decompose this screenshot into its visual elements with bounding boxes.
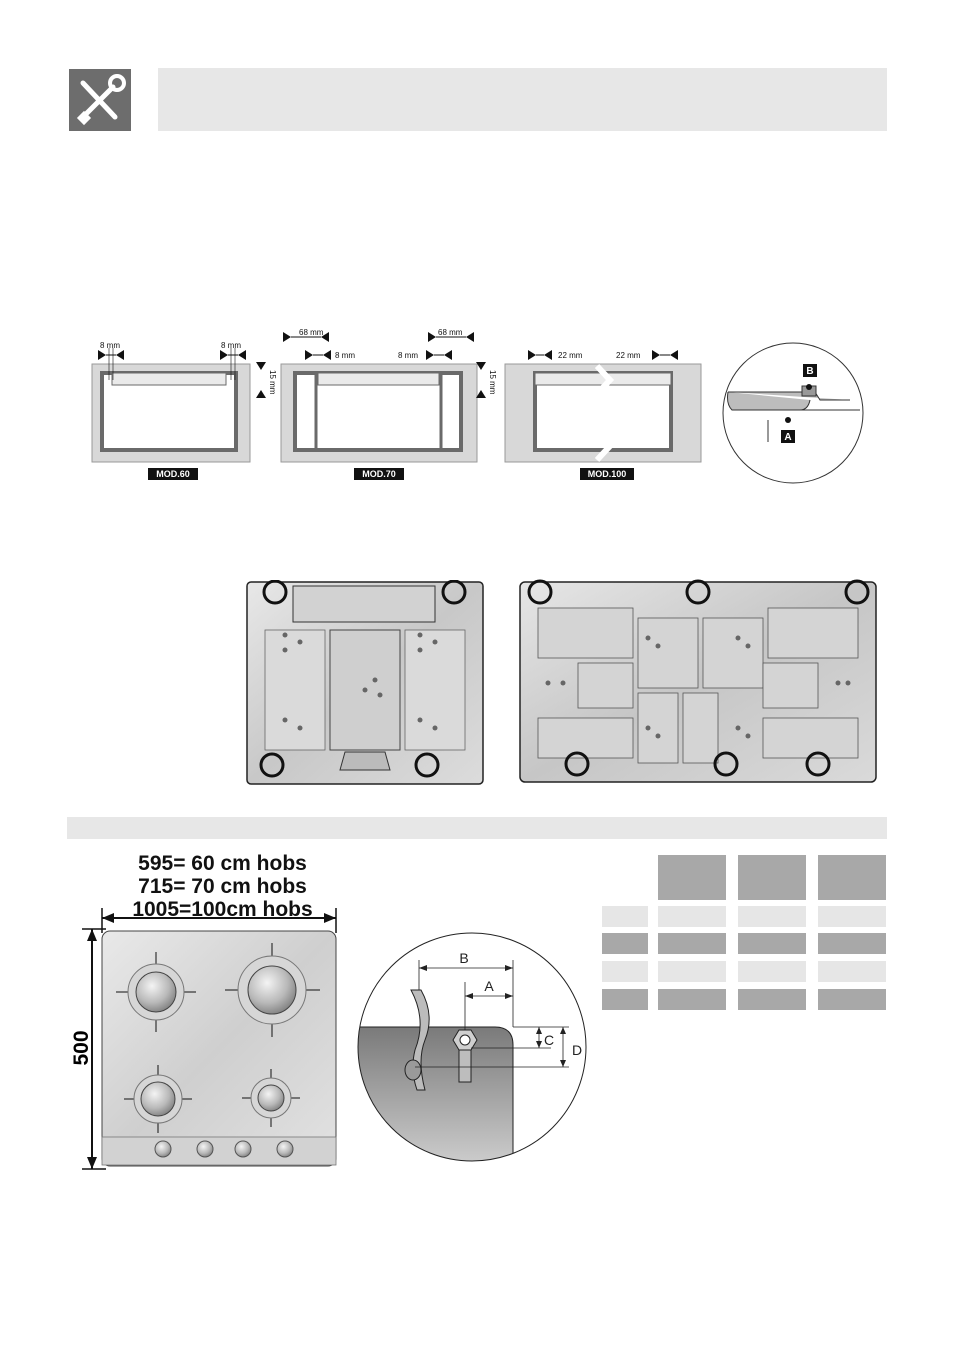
clamp-label-b: B — [806, 366, 814, 377]
hob-underside-100 — [518, 578, 880, 786]
table-header-cell — [818, 855, 886, 900]
mod60-left-gap: 8 mm — [100, 341, 120, 350]
mod70-label: MOD.70 — [362, 469, 396, 479]
gas-label-d: D — [571, 1042, 583, 1058]
mod60-depth-gap: 15 mm — [268, 370, 277, 395]
wrench-screwdriver-icon — [69, 69, 131, 131]
gas-label-b: B — [459, 950, 469, 966]
gas-label-c: C — [543, 1032, 555, 1048]
clamp-detail — [720, 340, 866, 486]
table-header-cell — [658, 855, 726, 900]
mod100-label: MOD.100 — [587, 469, 627, 479]
mod60-diagram — [92, 341, 277, 480]
table-cell — [738, 961, 806, 982]
mod70-depth-gap: 15 mm — [488, 370, 497, 395]
mod100-right-gap: 22 mm — [616, 351, 641, 360]
table-cell — [818, 989, 886, 1010]
table-cell — [818, 906, 886, 927]
mod70-right-inner: 8 mm — [398, 351, 418, 360]
header-band — [158, 68, 887, 131]
hob-width-100: 1005=100cm hobs — [132, 898, 313, 921]
table-cell — [818, 933, 886, 954]
table-row-label — [602, 906, 648, 927]
mod100-diagram — [505, 350, 701, 480]
hob-width-70: 715= 70 cm hobs — [138, 875, 307, 898]
dimension-table — [600, 855, 890, 1015]
table-row-label — [602, 933, 648, 954]
section-band — [67, 817, 887, 839]
tools-header-icon — [69, 69, 131, 131]
mod70-left-inner: 8 mm — [335, 351, 355, 360]
gas-label-a: A — [484, 978, 494, 994]
table-cell — [738, 933, 806, 954]
table-cell — [658, 906, 726, 927]
hob-underside-60 — [245, 580, 485, 786]
table-header-cell — [738, 855, 806, 900]
table-cell — [658, 933, 726, 954]
mod70-left-outer: 68 mm — [299, 328, 324, 337]
table-cell — [658, 961, 726, 982]
table-cell — [818, 961, 886, 982]
table-cell — [738, 989, 806, 1010]
hob-height-label: 500 — [70, 1030, 93, 1066]
mod60-label: MOD.60 — [156, 469, 190, 479]
mod100-left-gap: 22 mm — [558, 351, 583, 360]
table-row-label — [602, 989, 648, 1010]
hob-width-60: 595= 60 cm hobs — [138, 852, 307, 875]
mod60-right-gap: 8 mm — [221, 341, 241, 350]
clamp-label-a: A — [784, 432, 792, 443]
table-cell — [738, 906, 806, 927]
mod70-diagram — [281, 328, 497, 480]
table-row-label — [602, 961, 648, 982]
mod70-right-outer: 68 mm — [438, 328, 463, 337]
hob-top-drawing — [80, 905, 342, 1175]
gas-connection-detail — [355, 930, 590, 1165]
cutout-diagrams — [80, 320, 740, 490]
table-cell — [658, 989, 726, 1010]
